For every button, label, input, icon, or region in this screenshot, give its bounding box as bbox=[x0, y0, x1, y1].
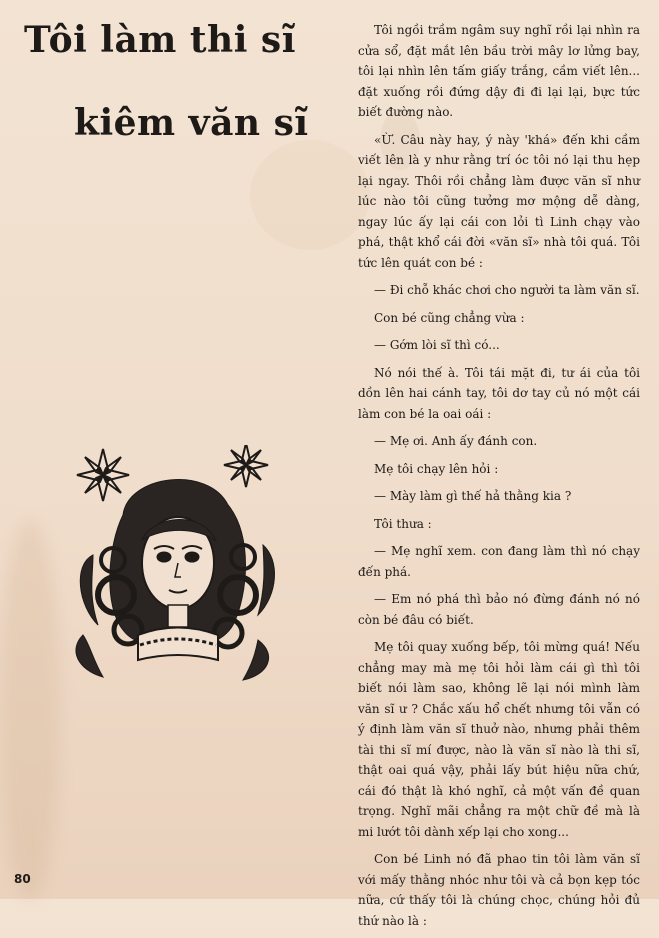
article-paragraph: Mẹ tôi quay xuống bếp, tôi mừng quá! Nếu chẳng may mà mẹ tôi hỏi làm cái gì thì tôi biết nói làm sao, không lẽ lại nói mình làm văn sĩ ư ? Chắc xấu hổ chết nhưng tôi vẫn có ý định làm văn sĩ thuở nào, nhưng phải thêm tài thi sĩ mí được, nào là văn sĩ nào là thi sĩ, thật oai quá vậy, phải lấy bút hiệu nữa chứ, cái đó thật là khó nghĩ, cả một vấn đề quan trọng. Nghĩ mãi chẳng ra một chữ đề mà là mi lướt tôi dành xếp lại cho xong... bbox=[358, 640, 640, 839]
article-paragraph: Nó nói thế à. Tôi tái mặt đi, tư ái của tôi dồn lên hai cánh tay, tôi dơ tay củ nó một cái làm con bé la oai oái : bbox=[358, 365, 640, 421]
article-paragraph: — Gớm lòi sĩ thì có... bbox=[374, 338, 500, 352]
article-paragraph: — Mày làm gì thế hả thằng kia ? bbox=[374, 489, 572, 503]
article-paragraph: Tôi thưa : bbox=[374, 516, 432, 531]
article-paragraph: Con bé Linh nó đã phao tin tôi làm văn sĩ với mấy thằng nhóc như tôi và cả bọn kẹp tóc nữa, cứ thấy tôi là chúng chọc, chúng hỏi đủ thứ nào là : bbox=[358, 852, 640, 928]
article-paragraph: «Ừ. Câu này hay, ý này 'khá» đến khi cầm viết lên là y như rằng trí óc tôi nó lại thu hẹp lại ngay. Thôi rồi chẳng làm được văn sĩ như lúc nào tôi cũng tưởng mơ mộng dễ dàng, ngay lúc ấy lại cái con lỏi tì Linh chạy vào phá, thật khổ cái đời «văn sĩ» nhà tôi quá. Tôi tức lên quát con bé : bbox=[358, 132, 640, 270]
paper-stain bbox=[250, 140, 370, 250]
article-paragraph: — Mẹ ơi. Anh ấy đánh con. bbox=[374, 434, 538, 448]
article-paragraph: — Đi chỗ khác chơi cho người ta làm văn sĩ. bbox=[374, 283, 640, 297]
title-line-1: Tôi làm thi sĩ bbox=[24, 19, 296, 61]
article-text-column bbox=[358, 20, 640, 938]
girl-with-flowers-illustration bbox=[68, 445, 283, 685]
paper-stain bbox=[0, 520, 60, 900]
article-paragraph: Con bé cũng chẳng vừa : bbox=[374, 310, 525, 325]
article-paragraph: — Em nó phá thì bảo nó đừng đánh nó nó còn bé đâu có biết. bbox=[358, 592, 640, 627]
article-paragraph: Tôi ngồi trầm ngâm suy nghĩ rồi lại nhìn ra cửa sổ, đặt mắt lên bầu trời mây lơ lửng bay, tôi lại nhìn lên tấm giấy trắng, cầm viết lên... đặt xuống rồi đứng dậy đi đi lại lại, bực tức biết đường nào. bbox=[358, 23, 640, 119]
article-paragraph: Mẹ tôi chạy lên hỏi : bbox=[374, 461, 499, 476]
title-line-2: kiêm văn sĩ bbox=[74, 102, 309, 144]
article-paragraph: — Mẹ nghĩ xem. con đang làm thì nó chạy đến phá. bbox=[358, 544, 640, 579]
page-number: 80 bbox=[14, 872, 31, 886]
